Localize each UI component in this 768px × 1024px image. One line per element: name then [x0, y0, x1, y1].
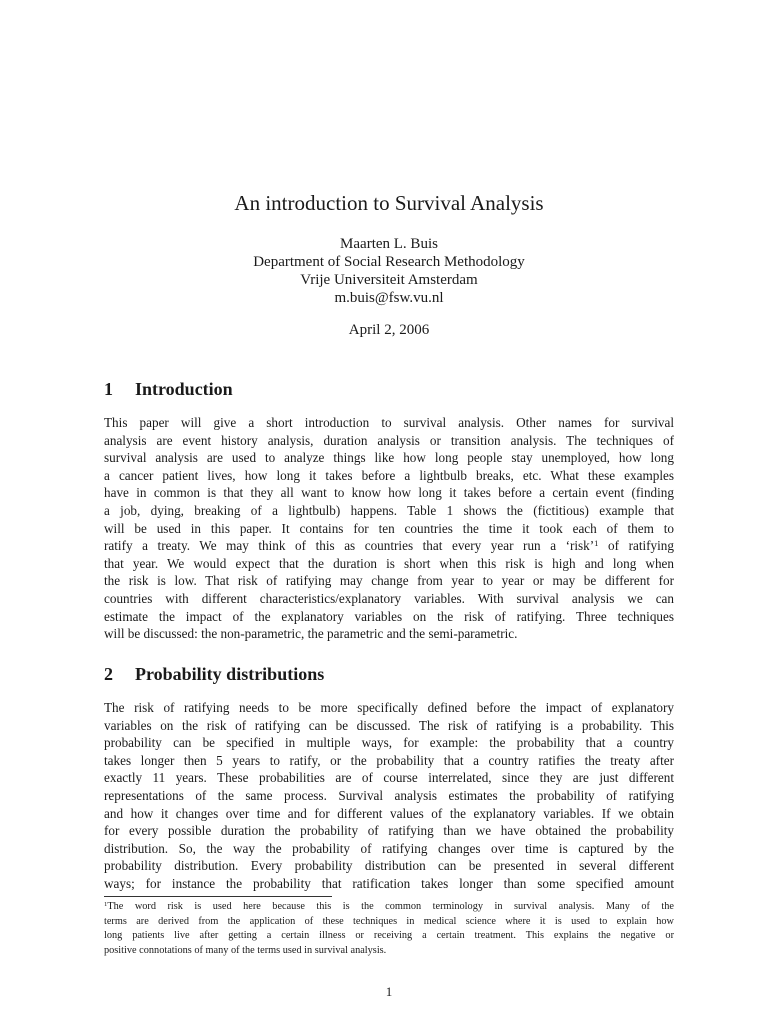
- text-line: This paper will give a short introduction to survival analysis. Other names for survival: [104, 415, 674, 430]
- text-line: a cancer patient lives, how long it takes before a lightbulb breaks, etc. What these examples: [104, 467, 674, 483]
- text-line-with-footnote: [104, 537, 674, 555]
- text-line: exactly 11 years. These probabilities are of course interrelated, since they are just different: [104, 770, 674, 786]
- paper-title: An introduction to Survival Analysis: [234, 191, 544, 215]
- footnote-line: long patients live after getting a certain illness or receiving a certain treatment. This explains the negative or: [104, 930, 674, 942]
- page-number: 1: [385, 984, 393, 999]
- section-title: Probability distributions: [135, 664, 325, 684]
- author-university: Vrije Universiteit Amsterdam: [300, 272, 478, 288]
- author-email: m.buis@fsw.vu.nl: [334, 290, 444, 306]
- text-line: representations of the same process. Survival analysis estimates the probability of ratifying: [104, 787, 674, 803]
- probability-distributions-paragraph: [104, 699, 674, 893]
- section-heading-introduction: [104, 378, 233, 400]
- section-number: 1: [104, 379, 113, 399]
- text-line: and how it changes over time and for different values of the explanatory variables. If we obtain: [104, 805, 674, 821]
- text-line: countries with different characteristics/explanatory variables. With survival analysis we can: [104, 590, 674, 606]
- footnote-mark: 1: [104, 901, 108, 908]
- text-line: probability distribution. Every probability distribution can be presented in several different: [104, 858, 674, 874]
- text-segment: of ratifying: [598, 538, 674, 554]
- footnote-divider: [104, 896, 332, 897]
- author-department: Department of Social Research Methodology: [253, 254, 525, 270]
- footnote-reference[interactable]: 1: [594, 538, 599, 549]
- text-line: analysis are event history analysis, duration analysis or transition analysis. The techniques of: [104, 432, 674, 448]
- text-line: ways; for instance the probability that ratification takes longer than some specified amount: [104, 875, 674, 891]
- text-segment: ratify a treaty. We may think of this as countries that every year run a ‘risk’: [104, 538, 595, 554]
- paper-date: April 2, 2006: [348, 322, 430, 338]
- text-line: distribution. So, the way the probability of ratifying changes over time is captured by the: [104, 840, 674, 856]
- author-name: Maarten L. Buis: [340, 236, 438, 252]
- introduction-paragraph: [104, 414, 674, 643]
- text-line: a job, dying, breaking of a lightbulb) happens. Table 1 shows the (fictitious) example that: [104, 502, 674, 518]
- text-line: that year. We would expect that the duration is short when this risk is high and long when: [104, 555, 674, 571]
- author-block: [0, 235, 768, 307]
- section-title: Introduction: [135, 379, 233, 399]
- section-heading-probability-distributions: [104, 663, 324, 685]
- text-line: will be used in this paper. It contains for ten countries the time it took each of them to: [104, 520, 674, 536]
- text-line: probability can be specified in multiple ways, for example: the probability that a country: [104, 735, 674, 751]
- text-line: have in common is that they all want to know how long it takes before a certain event (finding: [104, 485, 674, 501]
- text-line: takes longer then 5 years to ratify, or the probability that a country ratifies the treaty after: [104, 752, 674, 768]
- text-line: will be discussed: the non-parametric, the parametric and the semi-parametric.: [104, 626, 518, 642]
- text-line: The risk of ratifying needs to be more specifically defined before the impact of explanatory: [104, 700, 674, 715]
- text-line: estimate the impact of the explanatory variables on the risk of ratifying. Three techniques: [104, 608, 674, 624]
- footnote-line: positive connotations of many of the terms used in survival analysis.: [104, 944, 387, 956]
- footnote-line: [104, 900, 674, 915]
- text-line: the risk is low. That risk of ratifying may change from year to year or may be different for: [104, 573, 674, 589]
- footnote: [104, 900, 674, 958]
- section-number: 2: [104, 664, 113, 684]
- text-line: survival analysis are used to analyze things like how long people stay unemployed, how long: [104, 450, 674, 466]
- text-line: for every possible duration the probability of ratifying than we have obtained the probability: [104, 823, 674, 839]
- footnote-line: terms are derived from the application of these techniques in medical science where it is used to explain how: [104, 915, 674, 927]
- text-line: variables on the risk of ratifying can be discussed. The risk of ratifying is a probability. This: [104, 717, 674, 733]
- footnote-text: The word risk is used here because this is the common terminology in survival analysis. Many of the: [107, 901, 674, 912]
